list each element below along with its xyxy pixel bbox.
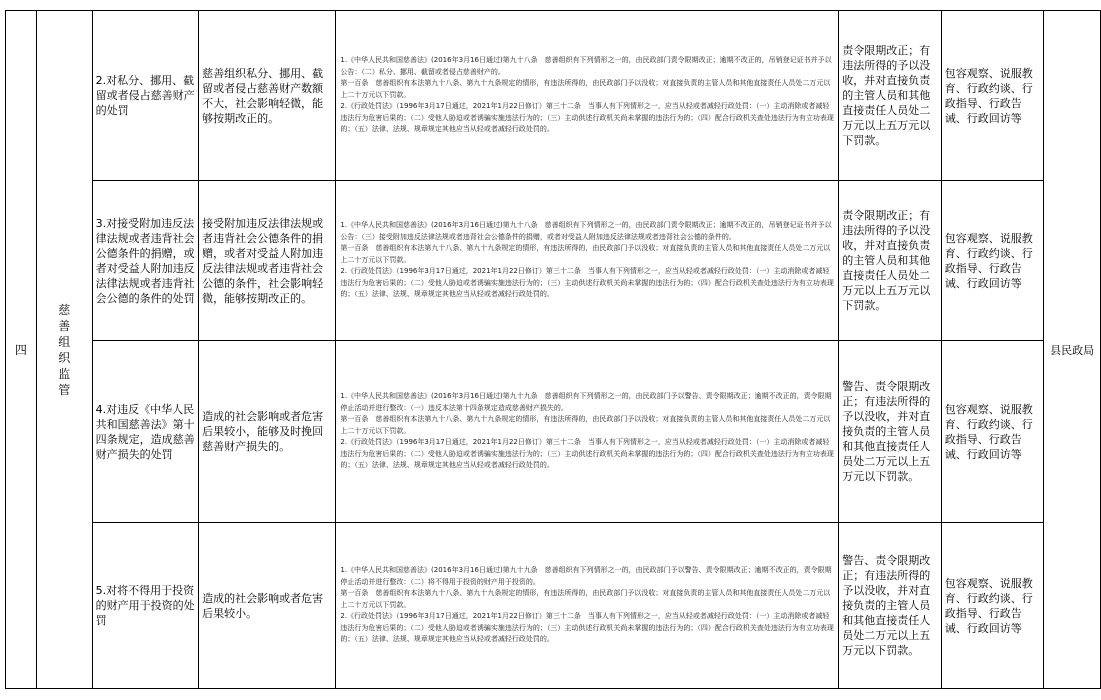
basis-text: 2.《行政处罚法》（1996年3月17日通过，2021年1月22日修订）第三十二条 当事人有下列情形之一，应当从轻或者减轻行政处罚：（一）主动消除或者减轻违法行为危害后果的；（二）受他人胁迫或者诱骗实施违法行为的；（三）主动供述行政机关尚未掌握的违法行为的；（四）配合行政机关查处违法行为有立功表现的；（五）法律、法规、规章规定其他应当从轻或者减轻行政处罚的。 [340, 438, 834, 470]
penalty-text: 责令限期改正；有违法所得的予以没收，并对直接负责的主管人员和其他直接责任人员处二万元以上五万元以下罚款。 [842, 44, 931, 147]
basis-text: 1.《中华人民共和国慈善法》(2016年3月16日通过)第九十九条 慈善组织有下列情形之一的，由民政部门予以警告、责令限期改正；逾期不改正的，责令限期停止活动并进行整改：（一）违反本法第十四条规定造成慈善财产损失的。 [340, 392, 832, 412]
condition-cell [199, 181, 336, 341]
penalty-cell [839, 181, 942, 341]
penalty-text: 警告、责令限期改正；有违法所得的予以没收，并对直接负责的主管人员和其他直接责任人员处二万元以上五万元以下罚款。 [842, 380, 931, 483]
item-cell [92, 11, 198, 181]
condition-cell [199, 341, 336, 523]
item-cell [92, 181, 198, 341]
category-cell [36, 11, 92, 689]
item-text: 4.对违反《中华人民共和国慈善法》第十四条规定，造成慈善财产损失的处罚 [95, 402, 195, 461]
penalty-cell [839, 341, 942, 523]
table-row [6, 341, 1101, 523]
basis-cell [336, 181, 839, 341]
item-cell [92, 523, 198, 689]
basis-text: 1.《中华人民共和国慈善法》(2016年3月16日通过)第九十九条 慈善组织有下列情形之一的，由民政部门予以警告、责令限期改正；逾期不改正的，责令限期停止活动并进行整改：（二）将不得用于投资的财产用于投资的。 [340, 566, 832, 586]
measures-text: 包容观察、说服教育、行政约谈、行政指导、行政告诫、行政回访等 [944, 231, 1033, 290]
basis-text: 第一百条 慈善组织有本法第九十八条、第九十九条规定的情形，有违法所得的，由民政部门予以没收；对直接负责的主管人员和其他直接责任人员处二万元以上二十万元以下罚款。 [340, 415, 831, 435]
basis-text: 1.《中华人民共和国慈善法》(2016年3月16日通过)第九十八条 慈善组织有下列情形之一的，由民政部门责令限期改正；逾期不改正的，吊销登记证书并予以公告：（三）接受附加违反法律法规或者违背社会公德条件的捐赠，或者对受益人附加违反法律法规或者违背社会公德的条件的。 [340, 221, 832, 241]
penalty-cell [839, 523, 942, 689]
basis-text: 第一百条 慈善组织有本法第九十八条、第九十九条规定的情形，有违法所得的，由民政部门予以没收；对直接负责的主管人员和其他直接责任人员处二万元以上二十万元以下罚款。 [340, 589, 831, 609]
basis-text: 第一百条 慈善组织有本法第九十八条、第九十九条规定的情形，有违法所得的，由民政部门予以没收；对直接负责的主管人员和其他直接责任人员处二万元以上二十万元以下罚款。 [340, 79, 831, 99]
basis-cell [336, 523, 839, 689]
measures-text: 包容观察、说服教育、行政约谈、行政指导、行政告诫、行政回访等 [944, 402, 1033, 461]
regulation-table [5, 10, 1101, 689]
condition-text: 慈善组织私分、挪用、截留或者侵占慈善财产数额不大，社会影响轻微，能够按期改正的。 [202, 66, 324, 125]
item-text: 3.对接受附加违反法律法规或者违背社会公德条件的捐赠，或者对受益人附加违反法律法规或者违背社会公德的条件的处罚 [95, 216, 195, 305]
basis-text: 2.《行政处罚法》（1996年3月17日通过，2021年1月22日修订）第三十二条 当事人有下列情形之一，应当从轻或者减轻行政处罚：（一）主动消除或者减轻违法行为危害后果的；（二）受他人胁迫或者诱骗实施违法行为的；（三）主动供述行政机关尚未掌握的违法行为的；（四）配合行政机关查处违法行为有立功表现的；（五）法律、法规、规章规定其他应当从轻或者减轻行政处罚的。 [340, 267, 834, 299]
condition-cell [199, 11, 336, 181]
condition-cell [199, 523, 336, 689]
basis-text: 第一百条 慈善组织有本法第九十八条、第九十九条规定的情形，有违法所得的，由民政部门予以没收；对直接负责的主管人员和其他直接责任人员处二万元以上二十万元以下罚款。 [340, 244, 831, 264]
category-label: 慈善组织监管 [58, 302, 71, 397]
department-cell [1044, 11, 1101, 689]
table-row [6, 11, 1101, 181]
measures-text: 包容观察、说服教育、行政约谈、行政指导、行政告诫、行政回访等 [944, 576, 1033, 635]
table-row [6, 523, 1101, 689]
condition-text: 造成的社会影响或者危害后果较小，能够及时挽回慈善财产损失的。 [202, 410, 324, 453]
basis-cell [336, 11, 839, 181]
basis-text: 2.《行政处罚法》（1996年3月17日通过，2021年1月22日修订）第三十二条 当事人有下列情形之一，应当从轻或者减轻行政处罚：（一）主动消除或者减轻违法行为危害后果的；（二）受他人胁迫或者诱骗实施违法行为的；（三）主动供述行政机关尚未掌握的违法行为的；（四）配合行政机关查处违法行为有立功表现的；（五）法律、法规、规章规定其他应当从轻或者减轻行政处罚的。 [340, 102, 834, 134]
department-label: 县民政局 [1050, 343, 1095, 357]
condition-text: 造成的社会影响或者危害后果较小。 [202, 591, 324, 620]
measures-text: 包容观察、说服教育、行政约谈、行政指导、行政告诫、行政回访等 [944, 66, 1033, 125]
item-cell [92, 341, 198, 523]
penalty-cell [839, 11, 942, 181]
penalty-text: 警告、责令限期改正；有违法所得的予以没收，并对直接负责的主管人员和其他直接责任人员处二万元以上五万元以下罚款。 [842, 554, 931, 657]
measures-cell [941, 523, 1044, 689]
basis-cell [336, 341, 839, 523]
measures-cell [941, 341, 1044, 523]
penalty-text: 责令限期改正；有违法所得的予以没收，并对直接负责的主管人员和其他直接责任人员处二万元以上五万元以下罚款。 [842, 209, 931, 312]
section-number-cell [6, 11, 37, 689]
measures-cell [941, 181, 1044, 341]
basis-text: 1.《中华人民共和国慈善法》(2016年3月16日通过)第九十八条 慈善组织有下列情形之一的，由民政部门责令限期改正；逾期不改正的，吊销登记证书并予以公告：（二）私分、挪用、截留或者侵占慈善财产的。 [340, 56, 832, 76]
table-row [6, 181, 1101, 341]
item-text: 5.对将不得用于投资的财产用于投资的处罚 [95, 584, 195, 627]
basis-text: 2.《行政处罚法》（1996年3月17日通过，2021年1月22日修订）第三十二条 当事人有下列情形之一，应当从轻或者减轻行政处罚：（一）主动消除或者减轻违法行为危害后果的；（二）受他人胁迫或者诱骗实施违法行为的；（三）主动供述行政机关尚未掌握的违法行为的；（四）配合行政机关查处违法行为有立功表现的；（五）法律、法规、规章规定其他应当从轻或者减轻行政处罚的。 [340, 612, 834, 644]
condition-text: 接受附加违反法律法规或者违背社会公德条件的捐赠，或者对受益人附加违反法律法规或者违背社会公德的条件，社会影响轻微，能够按期改正的。 [202, 216, 324, 305]
item-text: 2.对私分、挪用、截留或者侵占慈善财产的处罚 [95, 74, 195, 117]
section-number: 四 [14, 343, 27, 357]
measures-cell [941, 11, 1044, 181]
